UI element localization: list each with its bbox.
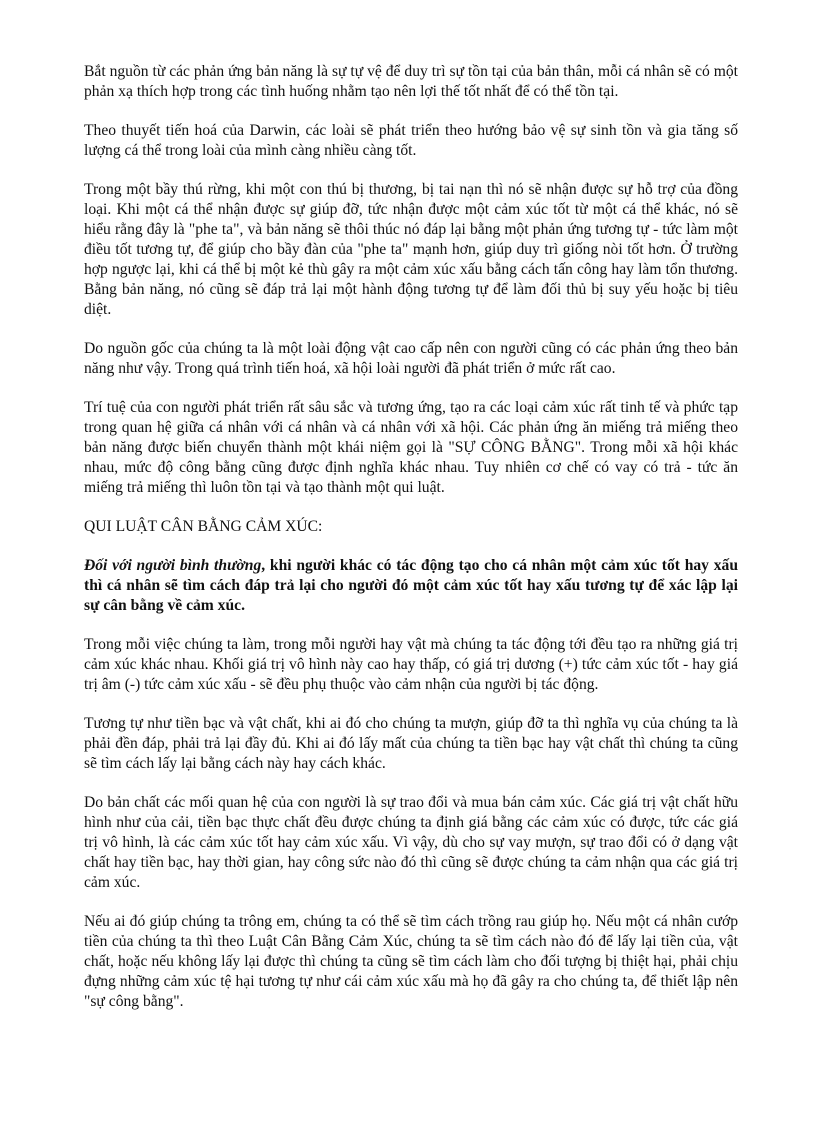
section-heading: QUI LUẬT CÂN BẰNG CẢM XÚC: (84, 518, 323, 535)
paragraph-example: Nếu ai đó giúp chúng ta trông em, chúng ta có thể sẽ tìm cách trồng rau giúp họ. Nếu một cá nhân cướp tiền của chúng ta thì theo Luật Cân Bằng Cảm Xúc, chúng ta sẽ tìm cách nào đó để lấy lại tiền của, vật chất, hoặc nếu không lấy lại được thì chúng ta cũng sẽ tìm cách làm cho đối tượng bị thiệt hại, phải chịu đựng những cảm xúc tệ hại tương tự như cái cảm xúc xấu mà họ đã gây ra cho chúng ta, để thiết lập nên "sự công bằng". (84, 913, 738, 1010)
rule-statement (84, 556, 738, 616)
paragraph-animal-herd: Trong một bầy thú rừng, khi một con thú bị thương, bị tai nạn thì nó sẽ nhận được sự hỗ trợ của đồng loại. Khi một cá thể nhận được sự giúp đỡ, tức nhận được một cảm xúc tốt từ một cá thể khác, nó sẽ hiểu rằng đây là "phe ta", và bản năng sẽ thôi thúc nó đáp lại bằng một phản ứng tương tự - tức làm một điều tốt tương tự, để giúp cho bầy đàn của "phe ta" mạnh hơn, giúp duy trì giống nòi tốt hơn. Ở trường hợp ngược lại, khi cá thể bị một kẻ thù gây ra một cảm xúc xấu bằng cách tấn công hay làm tổn thương. Bằng bản năng, nó cũng sẽ đáp trả lại một hành động tương tự để làm đối thủ bị suy yếu hoặc bị tiêu diệt. (84, 181, 738, 318)
paragraph-fairness: Trí tuệ của con người phát triển rất sâu sắc và tương ứng, tạo ra các loại cảm xúc rất tinh tế và phức tạp trong quan hệ giữa cá nhân với cá nhân và cá nhân với xã hội. Các phản ứng ăn miếng trả miếng theo bản năng được biến chuyển thành một khái niệm gọi là "SỰ CÔNG BẰNG". Trong mỗi xã hội khác nhau, mức độ công bằng cũng được định nghĩa khác nhau. Tuy nhiên cơ chế có vay có trả - tức ăn miếng trả miếng thì luôn tồn tại và tạo thành một qui luật. (84, 399, 738, 496)
paragraph-human-origin: Do nguồn gốc của chúng ta là một loài động vật cao cấp nên con người cũng có các phản ứng theo bản năng như vậy. Trong quá trình tiến hoá, xã hội loài người đã phát triển ở mức rất cao. (84, 340, 738, 377)
paragraph-darwin: Theo thuyết tiến hoá của Darwin, các loài sẽ phát triển theo hướng bảo vệ sự sinh tồn và gia tăng số lượng cá thể trong loài của mình càng nhiều càng tốt. (84, 122, 738, 159)
paragraph-exchange: Do bản chất các mối quan hệ của con người là sự trao đổi và mua bán cảm xúc. Các giá trị vật chất hữu hình như của cải, tiền bạc thực chất đều được chúng ta định giá bằng các cảm xúc có được, tức các giá trị vô hình, là các cảm xúc tốt hay cảm xúc xấu. Vì vậy, dù cho sự vay mượn, sự trao đổi có ở dạng vật chất hay tiền bạc, hay thời gian, hay công sức nào đó thì cũng sẽ được chúng ta cảm nhận qua các giá trị cảm xúc. (84, 794, 738, 891)
rule-lead: Đối với người bình thường (84, 557, 262, 574)
document-page (84, 62, 738, 1031)
paragraph-instinct: Bắt nguồn từ các phản ứng bản năng là sự tự vệ để duy trì sự tồn tại của bản thân, mỗi cá nhân sẽ có một phản xạ thích hợp trong các tình huống nhằm tạo nên lợi thế tốt nhất để có thể tồn tại. (84, 63, 738, 100)
rule-text: , khi người khác có tác động tạo cho cá nhân một cảm xúc tốt hay xấu thì cá nhân sẽ tìm cách đáp trả lại cho người đó một cảm xúc tốt hay xấu tương tự để xác lập lại sự cân bằng về cảm xúc. (84, 557, 738, 614)
paragraph-emotional-value: Trong mỗi việc chúng ta làm, trong mỗi người hay vật mà chúng ta tác động tới đều tạo ra những giá trị cảm xúc khác nhau. Khối giá trị vô hình này cao hay thấp, có giá trị dương (+) tức cảm xúc tốt - hay giá trị âm (-) tức cảm xúc xấu - sẽ đều phụ thuộc vào cảm nhận của người bị tác động. (84, 636, 738, 693)
paragraph-money-material: Tương tự như tiền bạc và vật chất, khi ai đó cho chúng ta mượn, giúp đỡ ta thì nghĩa vụ của chúng ta là phải đền đáp, phải trả lại đầy đủ. Khi ai đó lấy mất của chúng ta tiền bạc hay vật chất thì chúng ta cũng sẽ tìm cách lấy lại bằng cách này hay cách khác. (84, 715, 738, 772)
